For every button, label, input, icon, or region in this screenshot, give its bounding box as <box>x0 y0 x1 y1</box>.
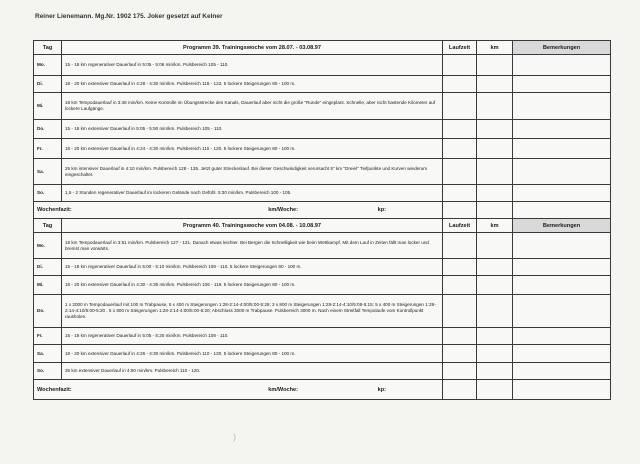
week-table-39 <box>33 40 611 219</box>
day-program: 18 - 20 km extensiver Dauerlauf in 4:30 - 4:35 min/km. Pulsbereich 106 - 119. 5 lockere Steigerungen 80 - 100 m. <box>62 276 443 295</box>
bemerkungen-cell[interactable] <box>513 276 611 295</box>
week-summary <box>34 202 443 219</box>
bemerkungen-cell[interactable] <box>513 259 611 276</box>
day-row <box>34 345 611 363</box>
day-label: So. <box>34 185 62 202</box>
col-km-header: km <box>477 41 513 55</box>
day-program: 18 - 20 km extensiver Dauerlauf in 4:26 - 4:30 min/km. Pulsbereich 110 - 120. 5 lockere Steigerungen 80 - 100 m. <box>62 345 443 363</box>
km-cell[interactable] <box>477 55 513 76</box>
day-program: 15 - 18 km regenerativer Dauerlauf in 5:05 - 5:06 min/km. Pulsbereich 105 - 110. <box>62 55 443 76</box>
km-cell[interactable] <box>477 259 513 276</box>
laufzeit-cell[interactable] <box>443 159 477 185</box>
laufzeit-cell[interactable] <box>443 93 477 120</box>
bemerkungen-cell[interactable] <box>513 295 611 328</box>
km-cell[interactable] <box>477 328 513 345</box>
km-cell[interactable] <box>477 120 513 139</box>
laufzeit-cell[interactable] <box>443 295 477 328</box>
summary-bemerkungen-cell[interactable] <box>513 202 611 219</box>
km-cell[interactable] <box>477 276 513 295</box>
km-woche-label: km/Woche: <box>268 386 299 393</box>
summary-laufzeit-cell[interactable] <box>443 202 477 219</box>
km-cell[interactable] <box>477 93 513 120</box>
col-tag-header: Tag <box>34 219 62 233</box>
bemerkungen-cell[interactable] <box>513 328 611 345</box>
bemerkungen-cell[interactable] <box>513 76 611 93</box>
day-program: 18 - 20 km extensiver Dauerlauf in 4:28 - 4:30 min/km. Pulsbereich 118 - 123. 5 lockere Steigerungen 80 - 100 m. <box>62 76 443 93</box>
km-cell[interactable] <box>477 345 513 363</box>
day-row <box>34 259 611 276</box>
day-label: Di. <box>34 76 62 93</box>
table-header-row <box>34 41 611 55</box>
km-cell[interactable] <box>477 159 513 185</box>
page-header: Reiner Lienemann. Mg.Nr. 1902 175. Joker gesetzt auf Kelner <box>35 13 223 20</box>
summary-bemerkungen-cell[interactable] <box>513 380 611 400</box>
day-label: Mi. <box>34 276 62 295</box>
summary-km-cell[interactable] <box>477 202 513 219</box>
week-summary-row <box>34 202 611 219</box>
laufzeit-cell[interactable] <box>443 139 477 159</box>
km-cell[interactable] <box>477 233 513 259</box>
bemerkungen-cell[interactable] <box>513 345 611 363</box>
laufzeit-cell[interactable] <box>443 328 477 345</box>
col-bemerkungen-header: Bemerkungen <box>513 219 611 233</box>
day-row <box>34 159 611 185</box>
day-program: 1,5 - 2 Stunden regenerativer Dauerlauf im lockeren Gelände nach Gefühl. 5:30 min/km. Pulsbereich 100 - 105. <box>62 185 443 202</box>
laufzeit-cell[interactable] <box>443 76 477 93</box>
day-row <box>34 120 611 139</box>
week-title: Programm 39. Trainingswoche vom 28.07. - 03.08.97 <box>62 41 443 55</box>
bemerkungen-cell[interactable] <box>513 159 611 185</box>
summary-km-cell[interactable] <box>477 380 513 400</box>
week-table-40 <box>33 218 611 400</box>
day-label: Sa. <box>34 345 62 363</box>
day-row <box>34 55 611 76</box>
day-label: Mi. <box>34 93 62 120</box>
km-cell[interactable] <box>477 185 513 202</box>
wochenfazit-label: Wochenfazit: <box>37 207 72 213</box>
day-label: Sa. <box>34 159 62 185</box>
day-program: 18 km Tempodauerlauf in 3:48 min/km. Keine Kontrolle im Übungsstrecke des Kanals, Dauerlauf aber nicht die große "Runde" eingeplant. Schnelle, aber nicht hastende Kilometer auf lockere Laufgänge. <box>62 93 443 120</box>
km-cell[interactable] <box>477 139 513 159</box>
week-summary-row <box>34 380 611 400</box>
bemerkungen-cell[interactable] <box>513 363 611 380</box>
day-program: 15 - 18 km regenerativer Dauerlauf in 5:00 - 5:10 min/km. Pulsbereich 108 - 110. 5 lockere Steigerungen 80 - 100 m. <box>62 259 443 276</box>
day-label: Mo. <box>34 233 62 259</box>
day-label: Do. <box>34 120 62 139</box>
km-cell[interactable] <box>477 76 513 93</box>
laufzeit-cell[interactable] <box>443 55 477 76</box>
day-label: Di. <box>34 259 62 276</box>
week-title: Programm 40. Trainingswoche vom 04.08. - 10.08.97 <box>62 219 443 233</box>
day-label: Do. <box>34 295 62 328</box>
laufzeit-cell[interactable] <box>443 363 477 380</box>
day-row <box>34 185 611 202</box>
laufzeit-cell[interactable] <box>443 276 477 295</box>
day-row <box>34 295 611 328</box>
col-bemerkungen-header: Bemerkungen <box>513 41 611 55</box>
table-header-row <box>34 219 611 233</box>
km-cell[interactable] <box>477 295 513 328</box>
day-program: 25 km intensiver Dauerlauf in 4:10 min/km. Pulsbereich 128 - 135. Jetzt guter Streckenlauf. Bei dieser Geschwindigkeit verursacht 5" km "Dreiel" Tiefpunkte und Kurven wiederum eingeschaltet. <box>62 159 443 185</box>
laufzeit-cell[interactable] <box>443 233 477 259</box>
day-program: 15 - 18 km regenerativer Dauerlauf in 5:05 - 5:20 min/km. Pulsbereich 108 - 110. <box>62 328 443 345</box>
laufzeit-cell[interactable] <box>443 185 477 202</box>
day-label: So. <box>34 363 62 380</box>
col-laufzeit-header: Laufzeit <box>443 219 477 233</box>
wochenfazit-label: Wochenfazit: <box>37 386 72 393</box>
bemerkungen-cell[interactable] <box>513 139 611 159</box>
summary-laufzeit-cell[interactable] <box>443 380 477 400</box>
col-km-header: km <box>477 219 513 233</box>
day-row <box>34 93 611 120</box>
bemerkungen-cell[interactable] <box>513 93 611 120</box>
day-row <box>34 363 611 380</box>
bemerkungen-cell[interactable] <box>513 120 611 139</box>
laufzeit-cell[interactable] <box>443 259 477 276</box>
day-program: 18 - 20 km extensiver Dauerlauf in 4:24 - 4:30 min/km. Pulsbereich 115 - 120. 5 lockere Steigerungen 80 - 100 m. <box>62 139 443 159</box>
laufzeit-cell[interactable] <box>443 120 477 139</box>
day-row <box>34 139 611 159</box>
kp-label: kp: <box>377 207 386 213</box>
kp-label: kp: <box>377 386 386 393</box>
day-program: 35 km extensiver Dauerlauf in 4:50 min/km. Pulsbereich 110 - 120. <box>62 363 443 380</box>
day-row <box>34 233 611 259</box>
laufzeit-cell[interactable] <box>443 345 477 363</box>
day-row <box>34 276 611 295</box>
col-laufzeit-header: Laufzeit <box>443 41 477 55</box>
week-summary <box>34 380 443 400</box>
day-row <box>34 76 611 93</box>
day-row <box>34 328 611 345</box>
day-program: 15 - 18 km extensiver Dauerlauf in 5:05 - 5:50 min/km. Pulsbereich 105 - 110. <box>62 120 443 139</box>
bemerkungen-cell[interactable] <box>513 55 611 76</box>
bemerkungen-cell[interactable] <box>513 233 611 259</box>
day-label: Mo. <box>34 55 62 76</box>
km-cell[interactable] <box>477 363 513 380</box>
col-tag-header: Tag <box>34 41 62 55</box>
day-program: 1 x 2000 m Tempodauerlauf mit 100 m Trabpause, 5 x 400 m Steigerungen 1:28-2:14-4:00/5:00-5:28; 3 x 800 m Steigerungen 1:28-2:14-4:10/5:08-5:15; 5 x 400 m Steigerungen 1:28-2:14-4:10/5:00-5:20 . 5 x 800 m Steigerungen 1:28-2:14-4:00/5:00-5:20; Abschluss 3000 m Trabpause. Pulsbereich 3000 m. Nach einem Streitfall Tempolaufe vom Kontrollpunkt rausholen. <box>62 295 443 328</box>
scan-mark: ) <box>233 432 236 442</box>
bemerkungen-cell[interactable] <box>513 185 611 202</box>
day-label: Fr. <box>34 328 62 345</box>
day-program: 18 km Tempodauerlauf in 3:51 min/km. Pulsbereich 127 - 131. Danach etwas leichter. Bei Bergen die Schnelligkeit wie beim Wettkampf. Mit dem Lauf in Zeiten fällt man locker und bremst man vorwärts. <box>62 233 443 259</box>
day-label: Fr. <box>34 139 62 159</box>
km-woche-label: km/Woche: <box>268 207 299 213</box>
